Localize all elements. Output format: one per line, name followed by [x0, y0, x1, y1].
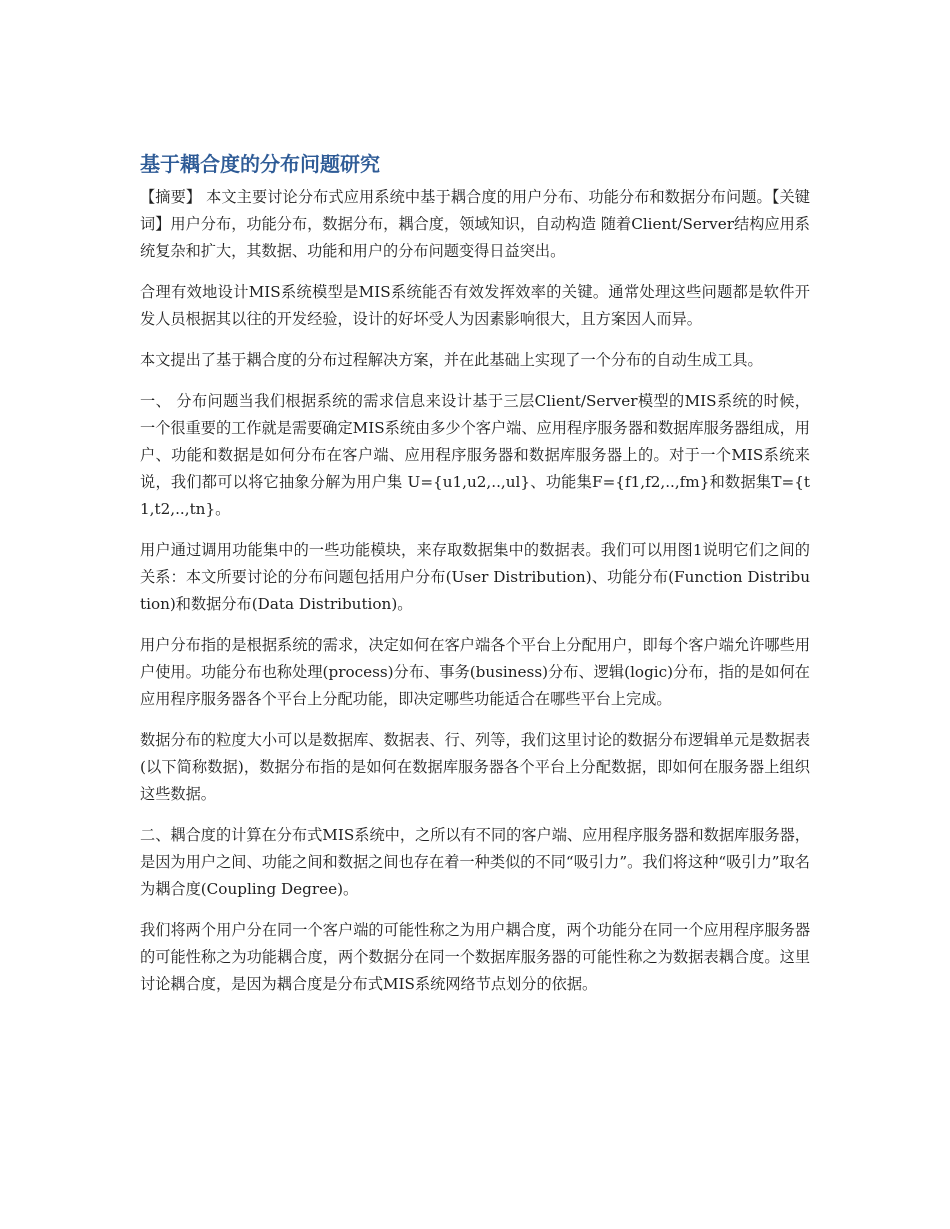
body-paragraph: 我们将两个用户分在同一个客户端的可能性称之为用户耦合度，两个功能分在同一个应用程序服务器的可能性称之为功能耦合度，两个数据分在同一个数据库服务器的可能性称之为数据表耦合度。这里讨论耦合度，是因为耦合度是分布式MIS系统网络节点划分的依据。 [140, 921, 810, 993]
body-paragraph: 数据分布的粒度大小可以是数据库、数据表、行、列等，我们这里讨论的数据分布逻辑单元是数据表(以下简称数据)，数据分布指的是如何在数据库服务器各个平台上分配数据，即如何在服务器上组织这些数据。 [140, 731, 810, 803]
abstract-paragraph: 【摘要】 本文主要讨论分布式应用系统中基于耦合度的用户分布、功能分布和数据分布问题。【关键词】用户分布，功能分布，数据分布，耦合度，领域知识，自动构造 随着Client/Server结构应用系统复杂和扩大，其数据、功能和用户的分布问题变得日益突出。 [140, 188, 810, 260]
body-paragraph: 本文提出了基于耦合度的分布过程解决方案，并在此基础上实现了一个分布的自动生成工具。 [140, 351, 763, 369]
section-one-paragraph: 一、 分布问题当我们根据系统的需求信息来设计基于三层Client/Server模型的MIS系统的时候，一个很重要的工作就是需要确定MIS系统由多少个客户端、应用程序服务器和数据库服务器组成，用户、功能和数据是如何分布在客户端、应用程序服务器和数据库服务器上的。对于一个MIS系统来说，我们都可以将它抽象分解为用户集 U={u1,u2,..,ul}、功能集F={f1,f2,..,fm}和数据集T={t1,t2,..,tn}。 [140, 392, 810, 518]
document-page [140, 148, 810, 1012]
body-paragraph: 合理有效地设计MIS系统模型是MIS系统能否有效发挥效率的关键。通常处理这些问题都是软件开发人员根据其以往的开发经验，设计的好坏受人为因素影响很大，且方案因人而异。 [140, 283, 810, 328]
document-title: 基于耦合度的分布问题研究 [140, 152, 380, 176]
body-paragraph: 用户分布指的是根据系统的需求，决定如何在客户端各个平台上分配用户，即每个客户端允许哪些用户使用。功能分布也称处理(process)分布、事务(business)分布、逻辑(logic)分布，指的是如何在应用程序服务器各个平台上分配功能，即决定哪些功能适合在哪些平台上完成。 [140, 636, 810, 708]
body-paragraph: 用户通过调用功能集中的一些功能模块，来存取数据集中的数据表。我们可以用图1说明它们之间的关系：本文所要讨论的分布问题包括用户分布(User Distribution)、功能分布(Function Distribution)和数据分布(Data Distribution)。 [140, 541, 810, 613]
section-two-paragraph: 二、耦合度的计算在分布式MIS系统中，之所以有不同的客户端、应用程序服务器和数据库服务器，是因为用户之间、功能之间和数据之间也存在着一种类似的不同“吸引力”。我们将这种“吸引力”取名为耦合度(Coupling Degree)。 [140, 826, 810, 898]
